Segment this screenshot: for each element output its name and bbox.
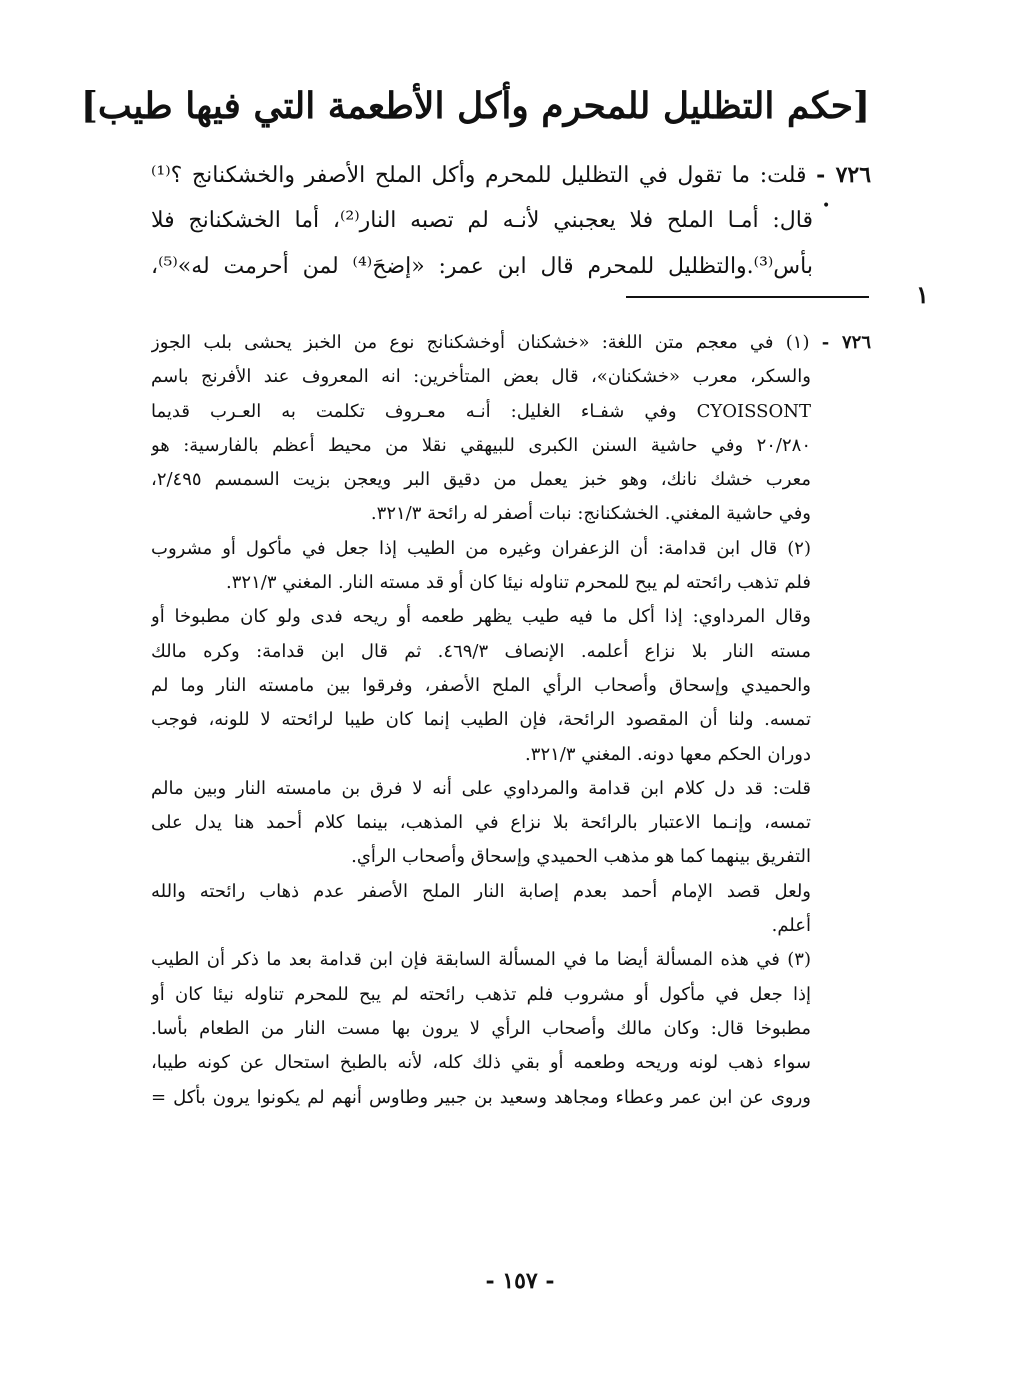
- footnote-line-7: (٢) قال ابن قدامة: أن الزعفران وغيره من الطيب إذا جعل في مأكول أو مشروب: [151, 537, 811, 559]
- footnote-number: ٧٢٦ -: [821, 332, 871, 353]
- footnote-line-6: وفي حاشية المغني. الخشكنانج: نبات أصفر له رائحة ٣٢١/٣.: [370, 503, 811, 525]
- footnote-line-18: أعلم.: [771, 915, 811, 937]
- footnote-line-13: دوران الحكم معها دونه. المغني ٣٢١/٣.: [525, 743, 811, 765]
- question-line-1: [151, 152, 871, 198]
- footnote-line-11: والحميدي وإسحاق وأصحاب الرأي الملح الأصفر، وفرقوا بين مامسته النار وما لم: [151, 674, 811, 696]
- footnote-line-2: والسكر، معرب «خشكنان»، قال بعض المتأخرين: انه المعروف عند الأفرنج باسم: [151, 366, 811, 388]
- footnote-line-5: معرب خشك نانك، وهو خبز يعمل من دقيق البر ويعجن بزيت السمسم ٢/٤٩٥،: [151, 469, 811, 491]
- question-line-3: بأس⁽³⁾.والتظليل للمحرم قال ابن عمر: «إضحَ⁽⁴⁾ لمن أحرمت له»⁽⁵⁾،: [151, 254, 813, 279]
- footnote-line-22: سواء ذهب لونه وريحه وطعمه أو بقي ذلك كله، لأنه بالطبخ استحال عن كونه طيبا،: [151, 1052, 811, 1074]
- page-number: - ١٥٧ -: [485, 1268, 555, 1294]
- footnote-line-9: وقال المرداوي: إذا أكل ما فيه طيب يظهر طعمه أو ريحه فدى ولو كان مطبوخا أو: [151, 606, 811, 628]
- footnote-line-20: إذا جعل في مأكول أو مشروب فلم تذهب رائحته لم يبح للمحرم تناوله نيئا كان أو: [151, 983, 811, 1005]
- footnote-line-4: ٢٠/٢٨٠ وفي حاشية السنن الكبرى للبيهقي نقلا من محيط أعظم بالفارسية: هو: [151, 434, 811, 456]
- section-title: [حكم التظليل للمحرم وأكل الأطعمة التي فيها طيب]: [80, 85, 870, 127]
- margin-tick: ١: [916, 280, 929, 309]
- footnote-line-1: [151, 326, 871, 360]
- footnote-line-19: (٣) في هذه المسألة أيضا ما في المسألة السابقة فإن ابن قدامة بعد ما ذكر أن الطيب: [151, 949, 811, 971]
- question-text-1: قلت: ما تقول في التظليل للمحرم وأكل الملح الأصفر والخشكنانج ؟⁽¹⁾: [151, 163, 807, 188]
- footnote-line-3: CYOISSONT وفي شفـاء الغليل: أنـه معـروف تكلمت به العـرب قديما: [151, 400, 811, 422]
- question-number: ٧٢٦ -: [816, 162, 871, 188]
- footnote-line-16: التفريق بينهما كما هو مذهب الحميدي وإسحاق وأصحاب الرأي.: [351, 846, 811, 868]
- footnote-line-15: تمسه، وإنـما الاعتبار بالرائحة بلا نزاع في المذهب، بينما كلام أحمد هنا يدل على: [151, 812, 811, 834]
- footnote-line-10: مسته النار بلا نزاع أعلمه. الإنصاف ٤٦٩/٣. ثم قال ابن قدامة: وكره مالك: [151, 640, 811, 662]
- question-line-2: قال: أمـا الملح فلا يعجبني لأنـه لم تصبه النار⁽²⁾، أما الخشكنانج فلا: [151, 208, 813, 233]
- footnote-line-8: فلم تذهب رائحته لم يبح للمحرم تناوله نيئا كان أو قد مسته النار. المغني ٣٢١/٣.: [226, 572, 811, 594]
- footnote-line-12: تمسه. ولنا أن المقصود الرائحة، فإن الطيب إنما كان طيبا لرائحته لا للونه، فوجب: [151, 709, 811, 731]
- footnote-text-1: (١) في معجم متن اللغة: «خشكنان أوخشكنانج نوع من الخبز يحشى بلب الجوز: [151, 332, 810, 353]
- footnote-line-23: وروى عن ابن عمر وعطاء ومجاهد وسعيد بن جبير وطاوس أنهم لم يكونوا يرون بأكل =: [151, 1086, 812, 1108]
- footnote-separator: [626, 296, 869, 298]
- footnote-line-17: ولعل قصد الإمام أحمد بعدم إصابة النار الملح الأصفر عدم ذهاب رائحته والله: [151, 880, 811, 902]
- footnotes-block: [151, 326, 871, 1115]
- footnote-line-21: مطبوخا قال: وكان مالك وأصحاب الرأي لا يرون بها مست النار من الطعام بأسا.: [151, 1017, 811, 1039]
- footnote-line-14: قلت: قد دل كلام ابن قدامة والمرداوي على أنه لا فرق بن مامسته النار وبين مالم: [151, 777, 811, 799]
- margin-dot: •: [822, 198, 831, 214]
- question-block: [151, 152, 871, 290]
